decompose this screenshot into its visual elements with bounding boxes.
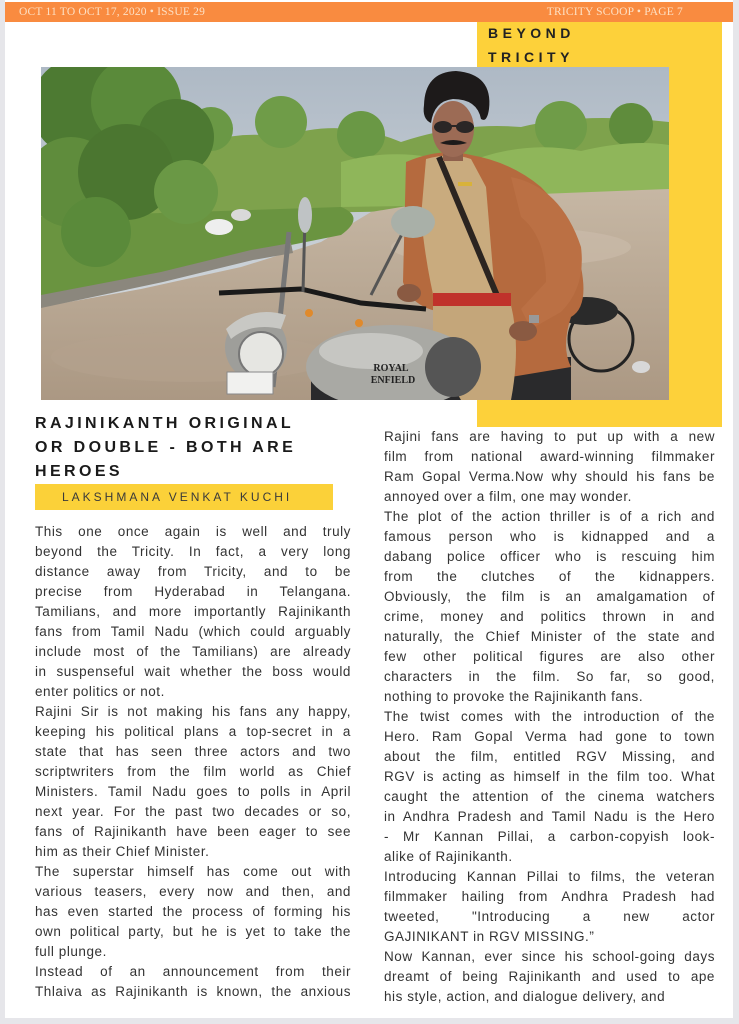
- text-line: Obviously, the film is an amalgamation of: [384, 589, 715, 604]
- article-paragraph: [35, 702, 351, 862]
- article-title-line: HEROES: [35, 463, 123, 480]
- text-line: fans from Tamil Nadu (which could arguably: [35, 624, 351, 639]
- text-line: - Mr Kannan Pillai, a carbon-copyish look-: [384, 829, 715, 844]
- text-line: scriptwriters from the film world as Chief: [35, 764, 351, 779]
- article-title: [35, 412, 355, 484]
- text-line: Ram Gopal Verma.Now why should his fans be: [384, 469, 715, 484]
- text-line: distance away from Tricity, and to be: [35, 564, 351, 579]
- text-line: about the film, entitled RGV Missing, and: [384, 749, 715, 764]
- text-line: in suspenseful wait whether the boss would: [35, 664, 351, 679]
- article-photo: [41, 67, 669, 400]
- section-title-line: BEYOND: [488, 25, 575, 41]
- article-paragraph: [384, 427, 715, 507]
- text-line: characters in the film. So far, so good,: [384, 669, 715, 684]
- text-line: has even started the process of forming his: [35, 904, 351, 919]
- text-line: The plot of the action thriller is of a rich and: [384, 509, 715, 524]
- article-paragraph: [384, 507, 715, 707]
- text-line: annoyed over a film, one may wonder.: [384, 489, 632, 504]
- article-paragraph: [384, 947, 715, 1007]
- text-line: Now Kannan, ever since his school-going days: [384, 949, 715, 964]
- text-line: Ministers. Tamil Nadu goes to polls in April: [35, 784, 351, 799]
- article-paragraph: [384, 867, 715, 947]
- text-line: Instead of an announcement from their: [35, 964, 351, 979]
- text-line: crime, money and politics thrown in and: [384, 609, 715, 624]
- issue-date-label: OCT 11 TO OCT 17, 2020 • ISSUE 29: [19, 6, 206, 18]
- text-line: filmmaker hailing from Andhra Pradesh had: [384, 889, 715, 904]
- author-byline-bar: [35, 484, 333, 510]
- text-line: naturally, the Chief Minister of the state and: [384, 629, 715, 644]
- tank-logo-text: ROYAL: [373, 363, 409, 374]
- publication-page-label: TRICITY SCOOP • PAGE 7: [546, 6, 683, 18]
- tank-logo-text: ENFIELD: [370, 375, 416, 386]
- text-line: few other political figures are also other: [384, 649, 715, 664]
- text-line: The twist comes with the introduction of the: [384, 709, 715, 724]
- text-line: include most of the Tamilians) are already: [35, 644, 351, 659]
- text-line: Thlaiva as Rajinikanth is known, the anxious: [35, 984, 351, 999]
- text-line: This one once again is well and truly: [35, 524, 351, 539]
- text-line: Hero. Ram Gopal Verma had gone to town: [384, 729, 715, 744]
- text-line: Rajini Sir is not making his fans any happy,: [35, 704, 351, 719]
- text-line: fans of Rajinikanth have been eager to see: [35, 824, 351, 839]
- article-paragraph: [35, 962, 351, 1002]
- article-paragraph: [384, 707, 715, 867]
- article-column-right: [384, 427, 715, 1007]
- section-title-line: TRICITY: [488, 49, 574, 65]
- text-line: nothing to provoke the Rajinikanth fans.: [384, 689, 644, 704]
- text-line: dreamt of being Rajinikanth and used to ape: [384, 969, 715, 984]
- article-paragraph: [35, 522, 351, 702]
- photo-illustration: [41, 67, 669, 400]
- article-title-line: OR DOUBLE - BOTH ARE: [35, 439, 297, 456]
- issue-header-bar: [5, 2, 733, 22]
- text-line: alike of Rajinikanth.: [384, 849, 513, 864]
- text-line: in Andhra Pradesh and Tamil Nadu is the Hero: [384, 809, 715, 824]
- text-line: caught the attention of the cinema watchers: [384, 789, 715, 804]
- text-line: famous person who is kidnapped and a: [384, 529, 715, 544]
- text-line: full plunge.: [35, 944, 107, 959]
- text-line: own political party, but he is yet to take the: [35, 924, 351, 939]
- article-column-left: [35, 522, 351, 1002]
- text-line: keeping his political plans a top-secret in a: [35, 724, 351, 739]
- article-paragraph: [35, 862, 351, 962]
- text-line: film from national award-winning filmmaker: [384, 449, 715, 464]
- author-name: LAKSHMANA VENKAT KUCHI: [62, 490, 293, 504]
- text-line: GAJINIKANT in RGV MISSING.”: [384, 929, 595, 944]
- text-line: his style, action, and dialogue delivery, and: [384, 989, 666, 1004]
- text-line: dabang police officer who is rescuing him: [384, 549, 715, 564]
- text-line: from the clutches of the kidnappers.: [384, 569, 715, 584]
- section-title: [488, 21, 575, 69]
- text-line: various teasers, every now and then, and: [35, 884, 351, 899]
- text-line: The superstar himself has come out with: [35, 864, 351, 879]
- text-line: him as their Chief Minister.: [35, 844, 210, 859]
- text-line: Tamilians, and more importantly Rajinikanth: [35, 604, 351, 619]
- text-line: tweeted, "Introducing a new actor: [384, 909, 715, 924]
- text-line: Introducing Kannan Pillai to films, the veteran: [384, 869, 715, 884]
- text-line: next year. For the past two decades or so,: [35, 804, 351, 819]
- text-line: enter politics or not.: [35, 684, 165, 699]
- text-line: state that has seen three actors and two: [35, 744, 351, 759]
- text-line: RGV is acting as himself in the film too. What: [384, 769, 715, 784]
- text-line: precise from Hyderabad in Telangana.: [35, 584, 351, 599]
- article-title-line: RAJINIKANTH ORIGINAL: [35, 415, 295, 432]
- text-line: beyond the Tricity. In fact, a very long: [35, 544, 351, 559]
- text-line: Rajini fans are having to put up with a new: [384, 429, 715, 444]
